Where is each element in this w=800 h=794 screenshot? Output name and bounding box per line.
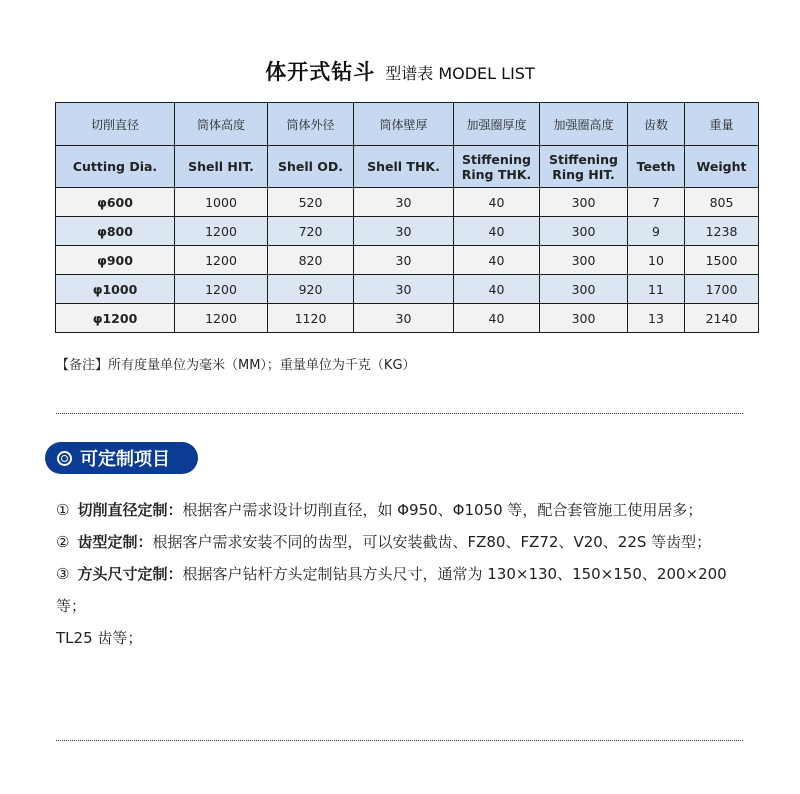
table-cell: φ1000 [56, 275, 175, 304]
double-circle-icon [57, 451, 72, 466]
table-cell: 520 [268, 188, 354, 217]
table-cell: 820 [268, 246, 354, 275]
header-cell [628, 146, 685, 188]
customizable-items-badge [45, 442, 198, 474]
header-cell: 加强圈高度 [540, 103, 628, 146]
header-cell [175, 146, 268, 188]
table-cell: 9 [628, 217, 685, 246]
header-cell: 重量 [685, 103, 759, 146]
item-text: 根据客户需求设计切削直径，如 Φ950、Φ1050 等，配合套管施工使用居多； [182, 501, 703, 519]
item-text: 根据客户钻杆方头定制钻具方头尺寸，通常为 130×130、150×150、200×200 等； [56, 565, 727, 615]
table-cell: 1200 [175, 304, 268, 333]
table-cell: 10 [628, 246, 685, 275]
table-cell: φ900 [56, 246, 175, 275]
header-text: Ring THK. [461, 166, 532, 182]
header-row-cn [56, 103, 759, 146]
header-cell [354, 146, 454, 188]
table-cell: φ800 [56, 217, 175, 246]
table-cell: 40 [454, 217, 540, 246]
table-cell: 2140 [685, 304, 759, 333]
list-item [56, 558, 746, 622]
table-row [56, 304, 759, 333]
header-cell [540, 146, 628, 188]
list-item [56, 494, 746, 526]
item-label: 切削直径定制： [77, 501, 183, 519]
list-item-extra: TL25 齿等； [56, 629, 143, 647]
table-cell: 40 [454, 275, 540, 304]
table-cell: 40 [454, 304, 540, 333]
table-cell: 30 [354, 246, 454, 275]
table-cell: 720 [268, 217, 354, 246]
table-cell: 30 [354, 275, 454, 304]
table-cell: 30 [354, 217, 454, 246]
header-cell [268, 146, 354, 188]
header-text: Shell OD. [277, 159, 344, 174]
table-row [56, 246, 759, 275]
dotted-divider [56, 740, 743, 741]
header-text: Stiffening [462, 151, 531, 167]
item-number: ② [56, 533, 70, 551]
header-text: Teeth [636, 159, 676, 174]
table-cell: φ1200 [56, 304, 175, 333]
table-cell: 40 [454, 246, 540, 275]
table-cell: 300 [540, 275, 628, 304]
item-label: 方头尺寸定制： [77, 565, 183, 583]
dotted-divider [56, 413, 743, 414]
table-cell: 300 [540, 188, 628, 217]
units-note: 【备注】所有度量单位为毫米（MM）；重量单位为千克（KG） [56, 358, 416, 373]
title-sub: 型谱表 MODEL LIST [385, 64, 535, 83]
badge-label: 可定制项目 [80, 449, 170, 470]
table-row [56, 275, 759, 304]
header-text: Weight [696, 159, 747, 174]
item-text: 根据客户需求安装不同的齿型，可以安装截齿、FZ80、FZ72、V20、22S 等齿型； [152, 533, 712, 551]
table-cell: 1200 [175, 246, 268, 275]
table-cell: 920 [268, 275, 354, 304]
title-main: 体开式钻斗 [265, 60, 376, 84]
table-cell: 1120 [268, 304, 354, 333]
table-cell: φ600 [56, 188, 175, 217]
header-cell: 切削直径 [56, 103, 175, 146]
table-cell: 30 [354, 304, 454, 333]
header-cell: 齿数 [628, 103, 685, 146]
page-title [0, 56, 800, 86]
list-item [56, 526, 746, 558]
table-cell: 1200 [175, 217, 268, 246]
header-cell: 筒体壁厚 [354, 103, 454, 146]
header-text: Stiffening [549, 151, 618, 167]
table-cell: 805 [685, 188, 759, 217]
item-label: 齿型定制： [77, 533, 153, 551]
table-cell: 1700 [685, 275, 759, 304]
header-row-en [56, 146, 759, 188]
customization-list [56, 494, 746, 654]
header-cell: 加强圈厚度 [454, 103, 540, 146]
table-cell: 1200 [175, 275, 268, 304]
table-cell: 40 [454, 188, 540, 217]
header-cell [454, 146, 540, 188]
table-row [56, 188, 759, 217]
header-text: Shell HIT. [188, 159, 254, 174]
table-cell: 1238 [685, 217, 759, 246]
table-cell: 300 [540, 246, 628, 275]
header-cell [685, 146, 759, 188]
model-list-table [55, 102, 759, 333]
header-cell: 筒体高度 [175, 103, 268, 146]
table-cell: 13 [628, 304, 685, 333]
table-cell: 11 [628, 275, 685, 304]
table-cell: 1000 [175, 188, 268, 217]
table-cell: 300 [540, 304, 628, 333]
table-cell: 300 [540, 217, 628, 246]
item-number: ③ [56, 565, 70, 583]
header-text: Cutting Dia. [72, 159, 158, 174]
table-cell: 1500 [685, 246, 759, 275]
table-row [56, 217, 759, 246]
header-text: Shell THK. [367, 159, 440, 174]
item-number: ① [56, 501, 70, 519]
table-cell: 7 [628, 188, 685, 217]
header-text: Ring HIT. [552, 166, 615, 182]
table-cell: 30 [354, 188, 454, 217]
header-cell: 筒体外径 [268, 103, 354, 146]
header-cell [56, 146, 175, 188]
